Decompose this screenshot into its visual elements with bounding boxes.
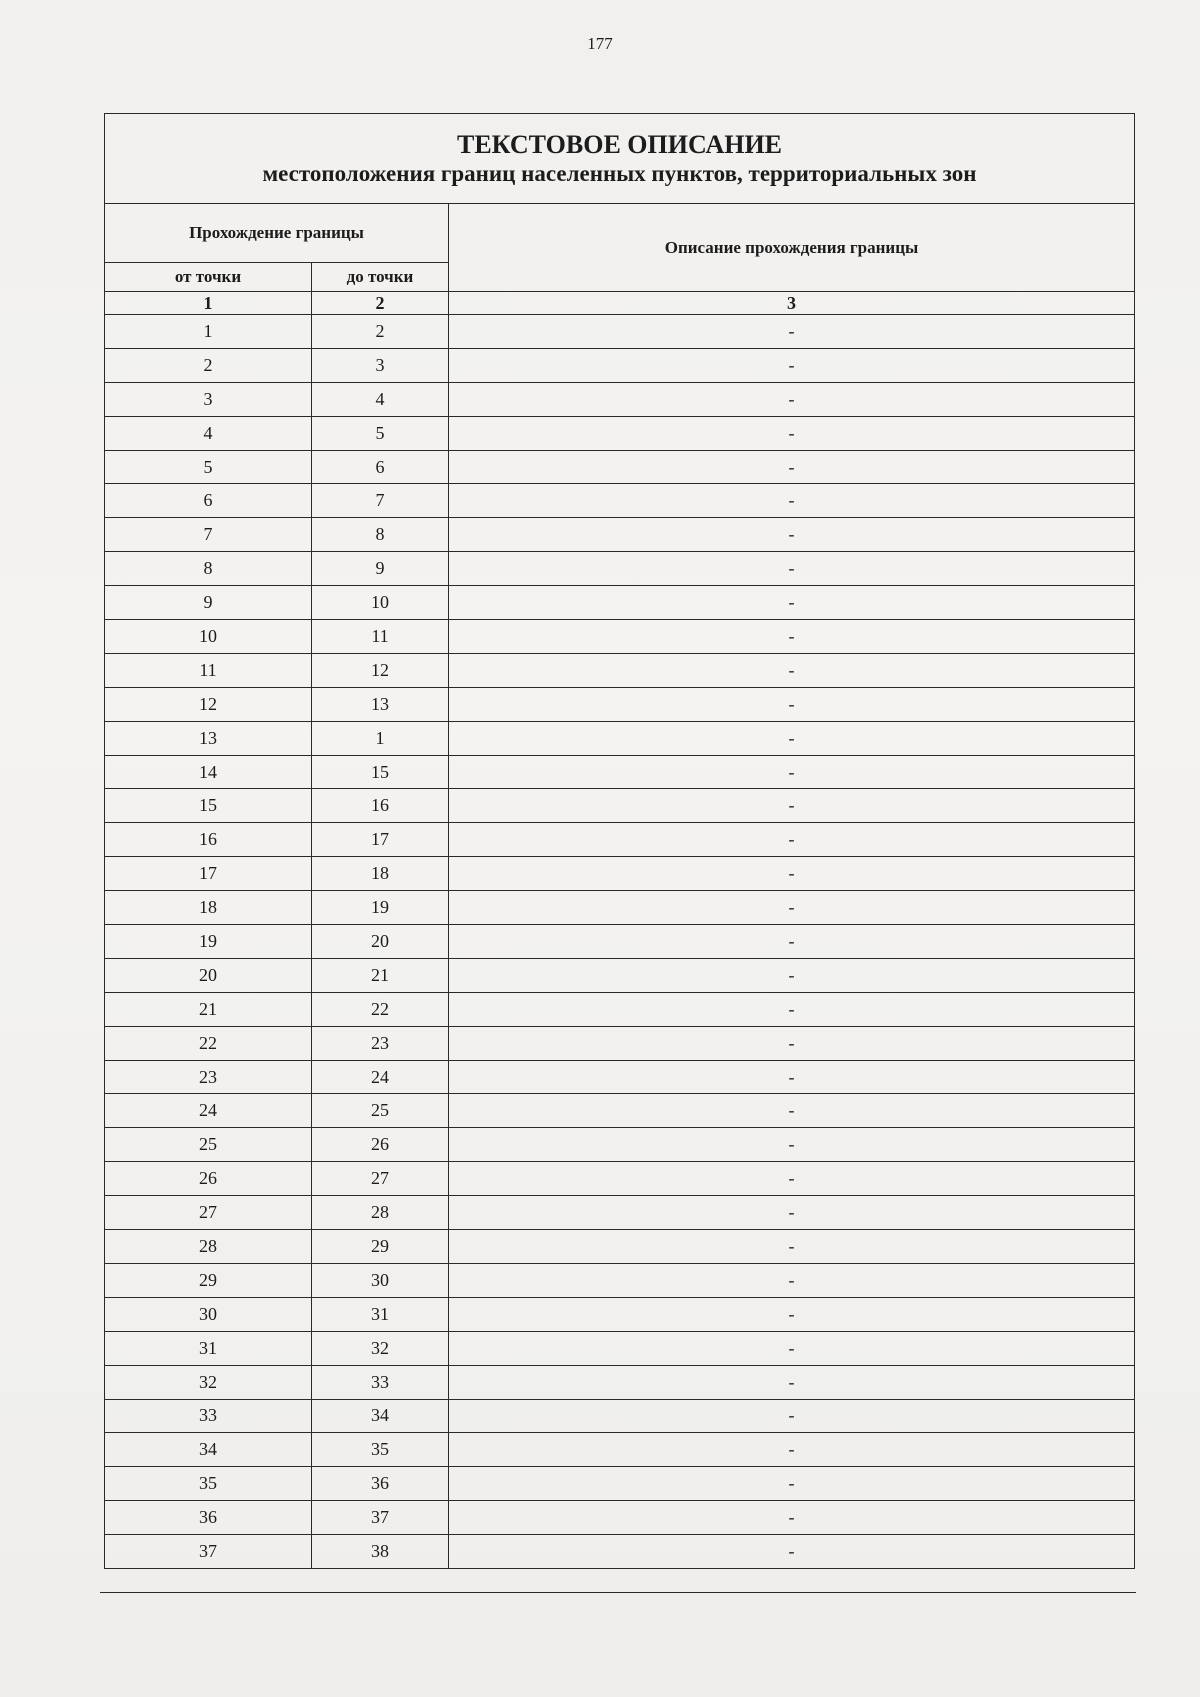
- cell-from-point: 27: [105, 1196, 312, 1230]
- cell-to-point: 29: [312, 1230, 449, 1264]
- cell-from-point: 23: [105, 1060, 312, 1094]
- table-row: [105, 484, 1135, 518]
- cell-to-point: 10: [312, 586, 449, 620]
- cell-from-point: 10: [105, 620, 312, 654]
- table-row: [105, 348, 1135, 382]
- table-row: [105, 958, 1135, 992]
- cell-to-point: 20: [312, 925, 449, 959]
- cell-description: -: [449, 1433, 1135, 1467]
- table-row: [105, 1467, 1135, 1501]
- cell-description: -: [449, 382, 1135, 416]
- document-subtitle: местоположения границ населенных пунктов, территориальных зон: [262, 160, 977, 186]
- table-row: [105, 315, 1135, 349]
- cell-description: -: [449, 1263, 1135, 1297]
- cell-description: -: [449, 416, 1135, 450]
- cell-to-point: 31: [312, 1297, 449, 1331]
- cell-to-point: 33: [312, 1365, 449, 1399]
- cell-description: -: [449, 1196, 1135, 1230]
- cell-to-point: 27: [312, 1162, 449, 1196]
- table-row: [105, 857, 1135, 891]
- cell-from-point: 1: [105, 315, 312, 349]
- cell-to-point: 2: [312, 315, 449, 349]
- cell-from-point: 22: [105, 1026, 312, 1060]
- cell-to-point: 32: [312, 1331, 449, 1365]
- header-description: Описание прохождения границы: [449, 204, 1135, 292]
- page-number: 177: [587, 34, 613, 53]
- cell-description: -: [449, 687, 1135, 721]
- cell-to-point: 15: [312, 755, 449, 789]
- cell-from-point: 13: [105, 721, 312, 755]
- cell-description: -: [449, 755, 1135, 789]
- table-row: [105, 1230, 1135, 1264]
- cell-description: -: [449, 1297, 1135, 1331]
- cell-description: -: [449, 1094, 1135, 1128]
- table-head: [105, 114, 1135, 315]
- cell-description: -: [449, 789, 1135, 823]
- table-row: [105, 450, 1135, 484]
- table-row: [105, 1060, 1135, 1094]
- cell-description: -: [449, 891, 1135, 925]
- header-row-numbers: [105, 292, 1135, 315]
- table-row: [105, 823, 1135, 857]
- table-body: [105, 315, 1135, 1569]
- table-row: [105, 687, 1135, 721]
- cell-to-point: 30: [312, 1263, 449, 1297]
- cell-description: -: [449, 484, 1135, 518]
- table-row: [105, 1331, 1135, 1365]
- cell-from-point: 26: [105, 1162, 312, 1196]
- table-row: [105, 891, 1135, 925]
- cell-description: -: [449, 1128, 1135, 1162]
- cell-to-point: 28: [312, 1196, 449, 1230]
- cell-from-point: 37: [105, 1535, 312, 1569]
- cell-description: -: [449, 1331, 1135, 1365]
- table-row: [105, 1162, 1135, 1196]
- cell-description: -: [449, 992, 1135, 1026]
- cell-description: -: [449, 450, 1135, 484]
- cell-to-point: 24: [312, 1060, 449, 1094]
- cell-description: -: [449, 620, 1135, 654]
- cell-to-point: 34: [312, 1399, 449, 1433]
- cell-from-point: 24: [105, 1094, 312, 1128]
- cell-to-point: 17: [312, 823, 449, 857]
- table-row: [105, 1365, 1135, 1399]
- cell-from-point: 29: [105, 1263, 312, 1297]
- table-row: [105, 1094, 1135, 1128]
- cell-from-point: 4: [105, 416, 312, 450]
- cell-to-point: 6: [312, 450, 449, 484]
- cell-description: -: [449, 857, 1135, 891]
- cell-description: -: [449, 958, 1135, 992]
- table-row: [105, 416, 1135, 450]
- table-row: [105, 721, 1135, 755]
- cell-from-point: 20: [105, 958, 312, 992]
- cell-from-point: 8: [105, 552, 312, 586]
- cell-description: -: [449, 653, 1135, 687]
- cell-to-point: 35: [312, 1433, 449, 1467]
- cell-description: -: [449, 1162, 1135, 1196]
- cell-description: -: [449, 1467, 1135, 1501]
- cell-description: -: [449, 1230, 1135, 1264]
- cell-description: -: [449, 586, 1135, 620]
- cell-to-point: 37: [312, 1501, 449, 1535]
- table-row: [105, 653, 1135, 687]
- table-row: [105, 1263, 1135, 1297]
- table-row: [105, 552, 1135, 586]
- cell-from-point: 36: [105, 1501, 312, 1535]
- cell-to-point: 23: [312, 1026, 449, 1060]
- cell-from-point: 11: [105, 653, 312, 687]
- table-row: [105, 1433, 1135, 1467]
- cell-from-point: 18: [105, 891, 312, 925]
- cell-description: -: [449, 1501, 1135, 1535]
- header-from-point: от точки: [105, 263, 312, 292]
- cell-to-point: 18: [312, 857, 449, 891]
- cell-description: -: [449, 348, 1135, 382]
- table-row: [105, 1399, 1135, 1433]
- cell-to-point: 8: [312, 518, 449, 552]
- header-boundary-passage: Прохождение границы: [105, 204, 449, 263]
- cell-description: -: [449, 823, 1135, 857]
- table-row: [105, 925, 1135, 959]
- cell-to-point: 1: [312, 721, 449, 755]
- cell-to-point: 9: [312, 552, 449, 586]
- cell-to-point: 12: [312, 653, 449, 687]
- table-row: [105, 620, 1135, 654]
- cell-to-point: 16: [312, 789, 449, 823]
- header-row-group: [105, 204, 1135, 263]
- cell-description: -: [449, 1365, 1135, 1399]
- column-number-1: 1: [105, 292, 312, 315]
- cell-from-point: 30: [105, 1297, 312, 1331]
- cell-from-point: 3: [105, 382, 312, 416]
- cell-description: -: [449, 315, 1135, 349]
- cell-from-point: 9: [105, 586, 312, 620]
- table-row: [105, 586, 1135, 620]
- cell-from-point: 31: [105, 1331, 312, 1365]
- table-row: [105, 1297, 1135, 1331]
- cell-description: -: [449, 1026, 1135, 1060]
- table-row: [105, 789, 1135, 823]
- cell-to-point: 13: [312, 687, 449, 721]
- table-row: [105, 518, 1135, 552]
- cell-from-point: 19: [105, 925, 312, 959]
- table-row: [105, 1128, 1135, 1162]
- cell-from-point: 28: [105, 1230, 312, 1264]
- cell-description: -: [449, 518, 1135, 552]
- cell-from-point: 34: [105, 1433, 312, 1467]
- cell-from-point: 7: [105, 518, 312, 552]
- cell-to-point: 3: [312, 348, 449, 382]
- cell-from-point: 25: [105, 1128, 312, 1162]
- column-number-2: 2: [312, 292, 449, 315]
- table-title-cell: [105, 114, 1135, 204]
- cell-from-point: 14: [105, 755, 312, 789]
- cell-to-point: 36: [312, 1467, 449, 1501]
- cell-from-point: 6: [105, 484, 312, 518]
- title-row: [105, 114, 1135, 204]
- cell-from-point: 16: [105, 823, 312, 857]
- cell-to-point: 38: [312, 1535, 449, 1569]
- table-bottom-rule: [100, 1592, 1136, 1593]
- cell-description: -: [449, 721, 1135, 755]
- document-title: ТЕКСТОВОЕ ОПИСАНИЕ: [457, 129, 783, 159]
- table-row: [105, 1535, 1135, 1569]
- cell-from-point: 12: [105, 687, 312, 721]
- cell-from-point: 2: [105, 348, 312, 382]
- table-row: [105, 755, 1135, 789]
- column-number-3: 3: [449, 292, 1135, 315]
- cell-from-point: 33: [105, 1399, 312, 1433]
- cell-description: -: [449, 1060, 1135, 1094]
- table-row: [105, 1196, 1135, 1230]
- cell-from-point: 32: [105, 1365, 312, 1399]
- cell-description: -: [449, 925, 1135, 959]
- table-row: [105, 1501, 1135, 1535]
- cell-from-point: 15: [105, 789, 312, 823]
- cell-from-point: 17: [105, 857, 312, 891]
- boundary-description-table: [104, 113, 1135, 1569]
- table-row: [105, 992, 1135, 1026]
- cell-description: -: [449, 552, 1135, 586]
- cell-to-point: 4: [312, 382, 449, 416]
- cell-from-point: 21: [105, 992, 312, 1026]
- cell-description: -: [449, 1535, 1135, 1569]
- cell-to-point: 26: [312, 1128, 449, 1162]
- cell-from-point: 5: [105, 450, 312, 484]
- header-to-point: до точки: [312, 263, 449, 292]
- cell-to-point: 25: [312, 1094, 449, 1128]
- cell-description: -: [449, 1399, 1135, 1433]
- cell-to-point: 7: [312, 484, 449, 518]
- table-row: [105, 382, 1135, 416]
- cell-to-point: 19: [312, 891, 449, 925]
- cell-to-point: 11: [312, 620, 449, 654]
- cell-from-point: 35: [105, 1467, 312, 1501]
- table-row: [105, 1026, 1135, 1060]
- cell-to-point: 21: [312, 958, 449, 992]
- cell-to-point: 5: [312, 416, 449, 450]
- cell-to-point: 22: [312, 992, 449, 1026]
